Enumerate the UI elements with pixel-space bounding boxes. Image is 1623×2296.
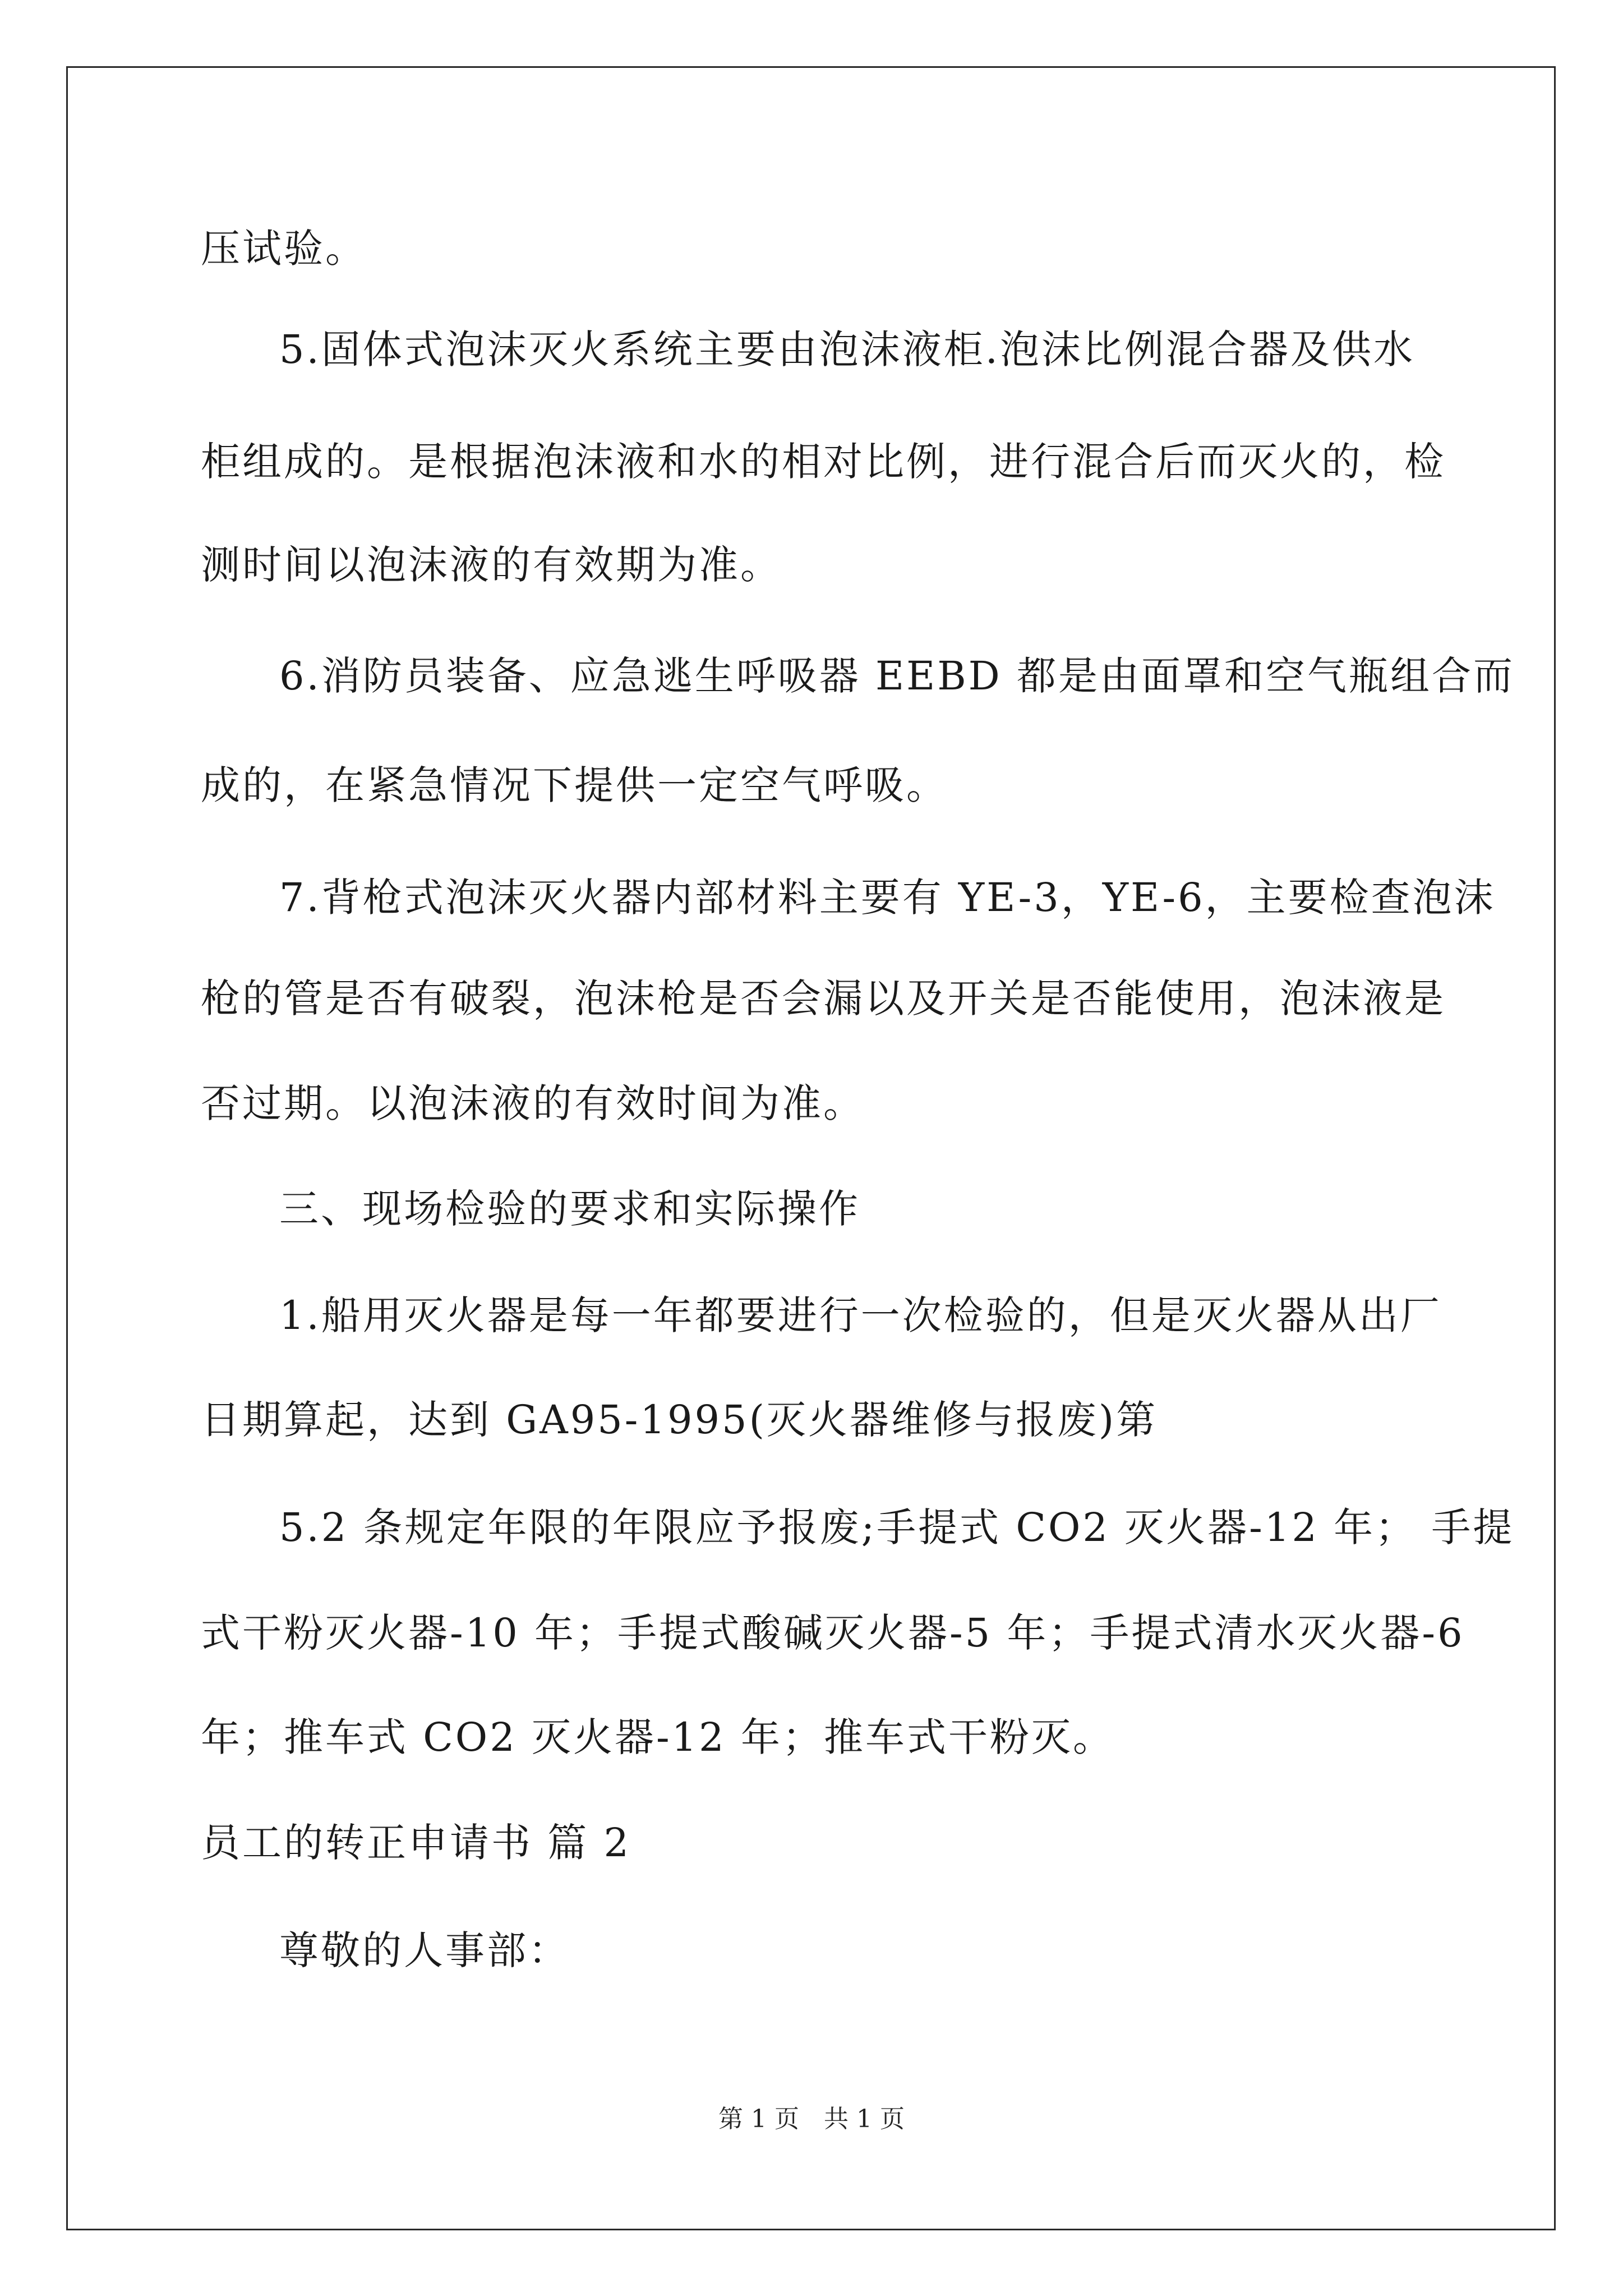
section-heading: 三、现场检验的要求和实际操作 <box>279 1186 860 1232</box>
text-line-12: 日期算起，达到 GA95-1995(灭火器维修与报废)第 <box>201 1397 1158 1443</box>
text-line-13: 5.2 条规定年限的年限应予报废;手提式 CO2 灭火器-12 年； 手提 <box>279 1504 1515 1550</box>
text-line-5: 6.消防员装备、应急逃生呼吸器 EEBD 都是由面罩和空气瓶组合而 <box>279 653 1515 699</box>
text-line-2: 5.固体式泡沫灭火系统主要由泡沫液柜.泡沫比例混合器及供水 <box>279 326 1415 372</box>
page-number: 第 1 页 共 1 页 <box>718 2105 905 2133</box>
text-line-15: 年；推车式 CO2 灭火器-12 年；推车式干粉灭。 <box>201 1714 1114 1760</box>
page-border <box>66 66 1556 2230</box>
salutation: 尊敬的人事部： <box>279 1927 570 1973</box>
text-line-8: 枪的管是否有破裂，泡沫枪是否会漏以及开关是否能使用，泡沫液是 <box>201 976 1446 1022</box>
text-line-7: 7.背枪式泡沫灭火器内部材料主要有 YE-3，YE-6，主要检查泡沫 <box>279 875 1496 921</box>
text-line-9: 否过期。以泡沫液的有效时间为准。 <box>201 1080 865 1126</box>
article-subtitle: 员工的转正申请书 篇 2 <box>201 1820 631 1866</box>
text-line-1: 压试验。 <box>201 226 367 272</box>
text-line-6: 成的，在紧急情况下提供一定空气呼吸。 <box>201 762 948 808</box>
text-line-3: 柜组成的。是根据泡沫液和水的相对比例，进行混合后而灭火的，检 <box>201 439 1446 485</box>
text-line-14: 式干粉灭火器-10 年；手提式酸碱灭火器-5 年；手提式清水灭火器-6 <box>201 1610 1465 1656</box>
text-line-11: 1.船用灭火器是每一年都要进行一次检验的，但是灭火器从出厂 <box>279 1292 1442 1338</box>
text-line-4: 测时间以泡沫液的有效期为准。 <box>201 542 782 588</box>
